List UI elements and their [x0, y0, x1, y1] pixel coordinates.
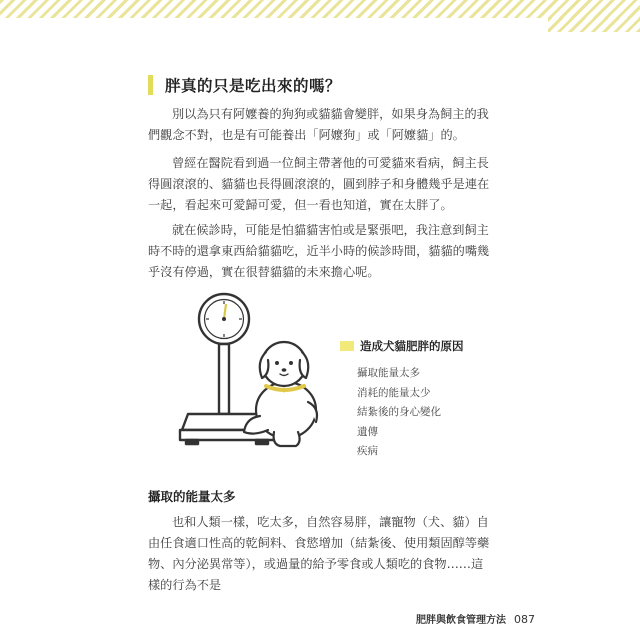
cause-item: 結紮後的身心變化 — [357, 406, 441, 418]
paragraph-1: 別以為只有阿嬤養的狗狗或貓貓會變胖，如果身為飼主的我們觀念不對，也是有可能養出「阿嬤狗」或「阿嬤貓」的。 — [148, 107, 489, 142]
paragraph-3: 就在候診時，可能是怕貓貓害怕或是緊張吧，我注意到飼主時不時的還拿東西給貓貓吃，近半小時的候診時間，貓貓的嘴幾乎沒有停過，實在很替貓貓的未來擔心呢。 — [148, 223, 490, 279]
page-number: 087 — [514, 613, 535, 626]
top-right-stripes — [548, 18, 640, 32]
causes-panel — [340, 338, 464, 462]
causes-panel-title: 造成犬貓肥胖的原因 — [360, 339, 464, 353]
paragraph-2: 曾經在醫院看到過一位飼主帶著他的可愛貓來看病，飼主長得圓滾滾的、貓貓也長得圓滾滾的，圓到脖子和身體幾乎是連在一起，看起來可愛歸可愛，但一看也知道，實在太胖了。 — [148, 156, 490, 212]
footer-chapter-title: 肥胖與飲食管理方法 — [416, 615, 506, 626]
cause-item: 遺傳 — [357, 425, 378, 438]
dog-illustration — [244, 342, 317, 446]
cause-item: 攝取能量太多 — [357, 367, 420, 379]
subsection-paragraph: 也和人類一樣，吃太多，自然容易胖，讓寵物（犬、貓）自由任食適口性高的乾飼料、食慾增加（結紮後、使用類固醇等藥物、內分泌異常等），或過量的給予零食或人類吃的食物……這樣的行為不是 — [148, 515, 490, 592]
subsection-title: 攝取的能量太多 — [148, 489, 236, 504]
scale-dog-illustration — [176, 292, 336, 462]
panel-accent-bar — [340, 341, 354, 351]
page-footer — [416, 611, 535, 626]
causes-list — [340, 364, 464, 462]
cause-item: 消耗的能量太少 — [357, 386, 431, 399]
heading-accent-bar — [148, 75, 153, 95]
cause-item: 疾病 — [357, 445, 378, 457]
causes-panel-header — [340, 338, 464, 354]
top-decorative-stripes — [0, 0, 640, 18]
section-heading — [148, 74, 341, 96]
section-title: 胖真的只是吃出來的嗎？ — [165, 77, 342, 95]
